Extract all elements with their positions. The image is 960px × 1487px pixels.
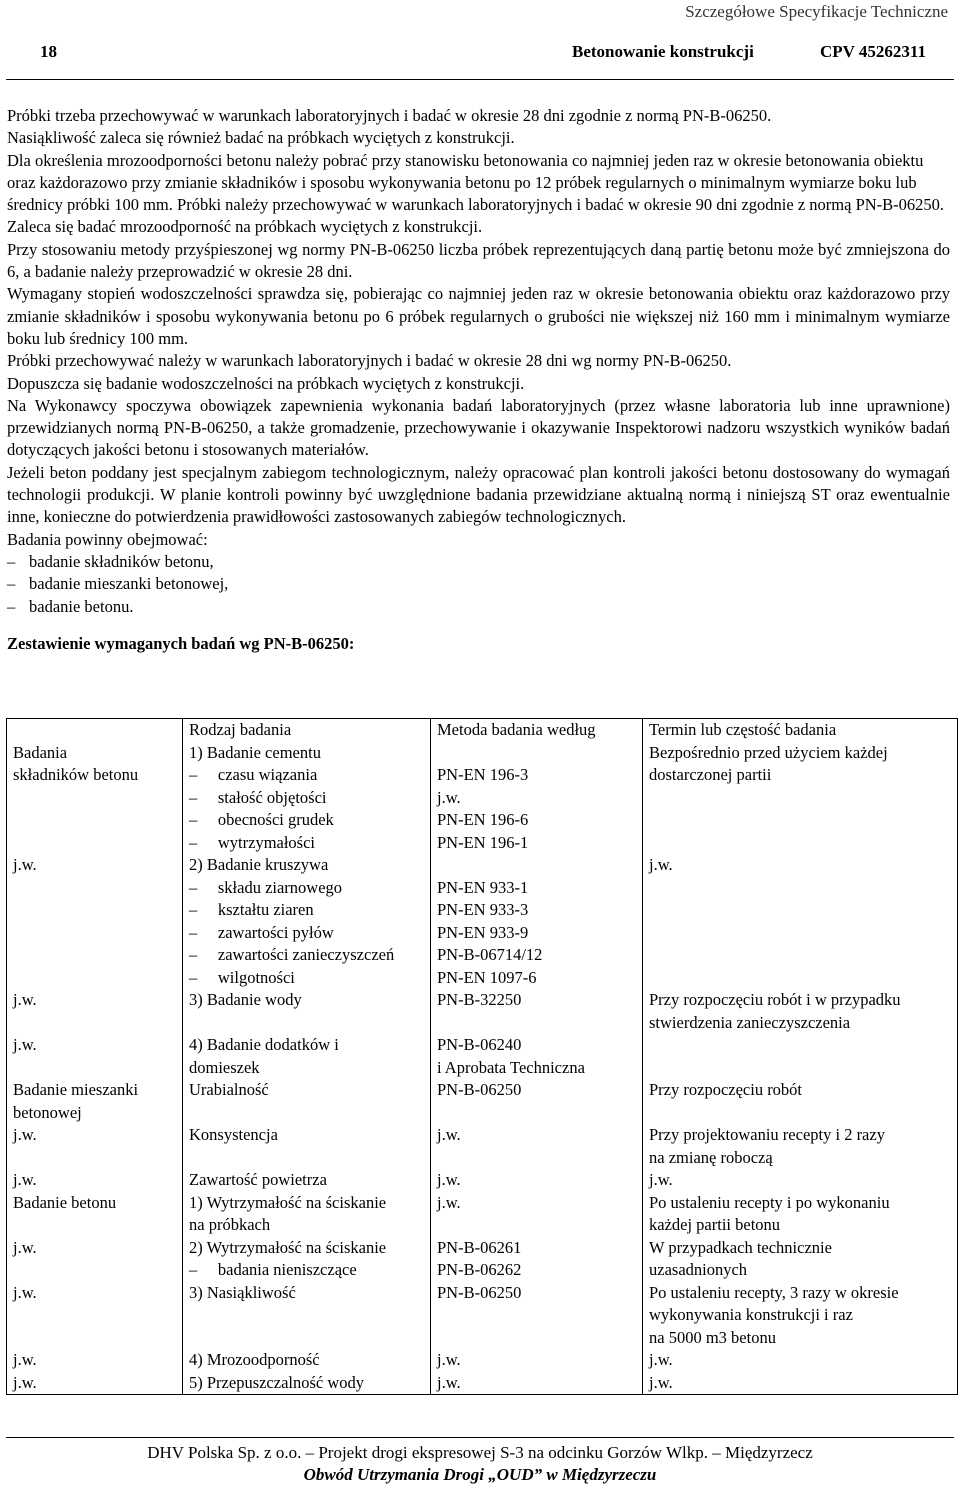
col-method: Metoda badania według (431, 719, 643, 742)
table-row (7, 1034, 958, 1079)
cpv-code: CPV 45262311 (820, 42, 926, 61)
col-frequency (643, 1034, 958, 1079)
col-category: j.w. (7, 989, 183, 1034)
col-category: Badania składników betonu (7, 742, 183, 855)
col-test-type: 1) Badanie cementu – czasu wiązania – stałość objętości – obecności grudek – wytrzymałości (183, 742, 431, 855)
table-header-row (7, 719, 958, 742)
col-frequency: Przy rozpoczęciu robót i w przypadku stwierdzenia zanieczyszczenia (643, 989, 958, 1034)
col-frequency: W przypadkach technicznie uzasadnionych (643, 1237, 958, 1282)
col-frequency: j.w. (643, 1349, 958, 1372)
col-frequency: Przy rozpoczęciu robót (643, 1079, 958, 1124)
col-test-type: 4) Badanie dodatków i domieszek (183, 1034, 431, 1079)
col-test-type: 2) Badanie kruszywa – składu ziarnowego – kształtu ziaren – zawartości pyłów – zawartości zanieczyszczeń – wilgotności (183, 854, 431, 989)
table-row (7, 1349, 958, 1372)
paragraph: Nasiąkliwość zaleca się również badać na próbkach wyciętych z konstrukcji. (7, 128, 515, 148)
col-frequency: j.w. (643, 1169, 958, 1192)
col-method: PN-B-06261 PN-B-06262 (431, 1237, 643, 1282)
col-category: j.w. (7, 1372, 183, 1395)
col-method: PN-B-32250 (431, 989, 643, 1034)
table-row (7, 1079, 958, 1124)
paragraph: Jeżeli beton poddany jest specjalnym zabiegom technologicznym, należy opracować plan kontroli jakości betonu dostosowany do wymagań technologii produkcji. W planie kontroli powinny być uwzględnione badania przewidziane aktualną normą i niniejszą ST oraz ewentualnie inne, konieczne do potwierdzenia prawidłowości zastosowanych zabiegów technologicznych. (7, 462, 950, 527)
footer-line-2: Obwód Utrzymania Drogi „OUD” w Międzyrzeczu (303, 1465, 657, 1484)
col-method: j.w. (431, 1169, 643, 1192)
col-category: j.w. (7, 1034, 183, 1079)
col-frequency: Termin lub częstość badania (643, 719, 958, 742)
col-test-type: Urabialność (183, 1079, 431, 1124)
col-test-type: 4) Mrozoodporność (183, 1349, 431, 1372)
paragraph: Dla określenia mrozoodporności betonu należy pobrać przy stanowisku betonowania co najmniej jeden raz w okresie betonowania obiektu oraz każdorazowo przy zmianie składników i sposobu wykonywania betonu po 12 próbek regularnych o minimalnym wymiarze boku lub średnicy próbki 100 mm. Próbki należy przechowywać w warunkach laboratoryjnych i badać w okresie 90 dni zgodnie z normą PN-B-06250. (7, 150, 945, 215)
col-category: Badanie betonu (7, 1192, 183, 1237)
list-item: – badanie betonu. (7, 596, 134, 616)
paragraph: Przy stosowaniu metody przyśpieszonej wg normy PN-B-06250 liczba próbek reprezentujących daną partię betonu może być zmniejszona do 6, a badanie należy przeprowadzić w okresie 28 dni. (7, 239, 950, 282)
table-row (7, 1169, 958, 1192)
table-row (7, 1124, 958, 1169)
spec-title: Szczegółowe Specyfikacje Techniczne (685, 2, 948, 21)
col-test-type: Zawartość powietrza (183, 1169, 431, 1192)
col-method: PN-EN 196-3 j.w. PN-EN 196-6 PN-EN 196-1 (431, 742, 643, 855)
col-method: PN-B-06250 (431, 1282, 643, 1350)
col-method: j.w. (431, 1372, 643, 1395)
paragraph: Zaleca się badać mrozoodporność na próbkach wyciętych z konstrukcji. (7, 217, 483, 237)
col-method: j.w. (431, 1124, 643, 1169)
col-test-type: 2) Wytrzymałość na ściskanie – badania nieniszczące (183, 1237, 431, 1282)
col-method: PN-B-06250 (431, 1079, 643, 1124)
col-category: j.w. (7, 854, 183, 989)
col-category: j.w. (7, 1124, 183, 1169)
col-test-type: 5) Przepuszczalność wody (183, 1372, 431, 1395)
col-category: j.w. (7, 1237, 183, 1282)
footer-rule (6, 1437, 954, 1438)
col-frequency: Po ustaleniu recepty i po wykonaniu każdej partii betonu (643, 1192, 958, 1237)
list-item: – badanie mieszanki betonowej, (7, 574, 229, 594)
col-test-type: 1) Wytrzymałość na ściskanie na próbkach (183, 1192, 431, 1237)
paragraph: Na Wykonawcy spoczywa obowiązek zapewnienia wykonania badań laboratoryjnych (przez własne laboratoria lub inne uprawnione) przewidzianych normą PN-B-06250, a także gromadzenie, przechowywanie i okazywanie Inspektorowi nadzoru wszystkich wyników badań dotyczących jakości betonu i stosowanych materiałów. (7, 395, 950, 460)
col-method: PN-B-06240 i Aprobata Techniczna (431, 1034, 643, 1079)
page-number: 18 (40, 42, 57, 61)
col-frequency: Bezpośrednio przed użyciem każdej dostarczonej partii (643, 742, 958, 855)
table-row (7, 1237, 958, 1282)
table-row (7, 854, 958, 989)
col-test-type: 3) Badanie wody (183, 989, 431, 1034)
tests-table (6, 718, 958, 1395)
header-rule (6, 79, 954, 80)
col-test-type: Rodzaj badania (183, 719, 431, 742)
col-category: j.w. (7, 1282, 183, 1350)
document-body (7, 105, 950, 655)
col-frequency: Przy projektowaniu recepty i 2 razy na zmianę roboczą (643, 1124, 958, 1169)
paragraph: Wymagany stopień wodoszczelności sprawdza się, pobierając co najmniej jeden raz w okresie betonowania obiektu oraz każdorazowo przy zmianie składników i sposobu wykonywania betonu po 6 próbek regularnych o grubości nie większej niż 160 mm i minimalnym wymiarze boku lub średnicy 100 mm. (7, 284, 950, 348)
col-method: j.w. (431, 1192, 643, 1237)
col-frequency: j.w. (643, 854, 958, 989)
col-frequency: j.w. (643, 1372, 958, 1395)
paragraph: Dopuszcza się badanie wodoszczelności na próbkach wyciętych z konstrukcji. (7, 373, 525, 393)
col-test-type: Konsystencja (183, 1124, 431, 1169)
table-row (7, 1282, 958, 1350)
list-item: – badanie składników betonu, (7, 551, 214, 571)
col-frequency: Po ustaleniu recepty, 3 razy w okresie wykonywania konstrukcji i raz na 5000 m3 betonu (643, 1282, 958, 1350)
col-test-type: 3) Nasiąkliwość (183, 1282, 431, 1350)
col-category: j.w. (7, 1169, 183, 1192)
paragraph: Próbki trzeba przechowywać w warunkach laboratoryjnych i badać w okresie 28 dni zgodnie z normą PN-B-06250. (7, 106, 772, 125)
col-method: PN-EN 933-1 PN-EN 933-3 PN-EN 933-9 PN-B-06714/12 PN-EN 1097-6 (431, 854, 643, 989)
table-row (7, 989, 958, 1034)
table-title: Zestawienie wymaganych badań wg PN-B-06250: (7, 633, 355, 653)
col-method: j.w. (431, 1349, 643, 1372)
section-title: Betonowanie konstrukcji (572, 42, 754, 61)
footer-line-1: DHV Polska Sp. z o.o. – Projekt drogi ekspresowej S-3 na odcinku Gorzów Wlkp. – Międzyrzecz (147, 1443, 813, 1462)
table-row (7, 1192, 958, 1237)
table-row (7, 742, 958, 855)
page-header (6, 40, 954, 64)
table-row (7, 1372, 958, 1395)
col-category: j.w. (7, 1349, 183, 1372)
paragraph: Badania powinny obejmować: (7, 529, 208, 549)
col-category: Badanie mieszanki betonowej (7, 1079, 183, 1124)
col-category (7, 719, 183, 742)
paragraph: Próbki przechowywać należy w warunkach laboratoryjnych i badać w okresie 28 dni wg normy PN-B-06250. (7, 351, 732, 371)
